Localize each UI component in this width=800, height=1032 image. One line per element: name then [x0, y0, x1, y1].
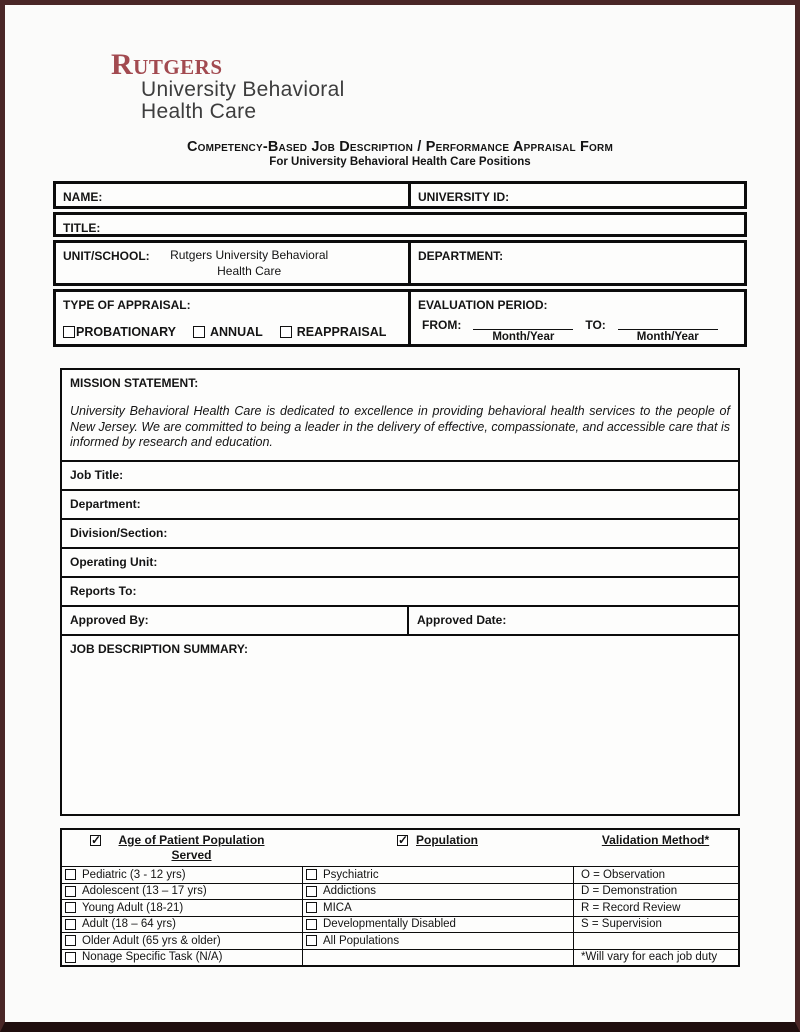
addictions-option[interactable]	[302, 884, 573, 900]
adult-label: Adult (18 – 64 yrs)	[82, 918, 176, 931]
population-header-checkbox[interactable]	[397, 835, 408, 846]
probationary-label: PROBATIONARY	[76, 325, 176, 339]
job-description-summary-field[interactable]	[62, 634, 738, 814]
demonstration-label: D = Demonstration	[581, 885, 678, 898]
from-month-year-label: Month/Year	[492, 331, 555, 343]
university-id-field[interactable]	[408, 184, 744, 206]
rutgers-logo	[111, 48, 795, 123]
adult-checkbox[interactable]	[65, 919, 76, 930]
department-label: DEPARTMENT:	[418, 249, 504, 263]
validation-supervision	[573, 917, 738, 933]
observation-label: O = Observation	[581, 868, 666, 881]
nonage-label: Nonage Specific Task (N/A)	[82, 951, 223, 964]
job-info-section	[60, 368, 740, 816]
adolescent-label: Adolescent (13 – 17 yrs)	[82, 885, 207, 898]
reports-to-label: Reports To:	[70, 584, 137, 598]
evaluation-period-range	[418, 317, 737, 343]
validation-header-label: Validation Method*	[601, 833, 710, 847]
department-label-2: Department:	[70, 497, 141, 511]
older-adult-label: Older Adult (65 yrs & older)	[82, 934, 221, 947]
form-subtitle: For University Behavioral Health Care Positions	[269, 156, 531, 168]
title-label: TITLE:	[63, 221, 101, 235]
supervision-label: S = Supervision	[581, 918, 662, 931]
validation-record-review	[573, 900, 738, 916]
mission-statement-label: MISSION STATEMENT:	[70, 376, 199, 390]
to-month-year-label: Month/Year	[636, 331, 699, 343]
psychiatric-option[interactable]	[302, 867, 573, 883]
age-header-checkbox[interactable]	[90, 835, 101, 846]
table-row	[62, 883, 738, 900]
reappraisal-checkbox[interactable]	[280, 326, 292, 338]
annual-option[interactable]	[193, 325, 263, 339]
mission-statement-text: University Behavioral Health Care is dedicated to excellence in providing behavioral health services to the people of New Jersey. We are committed to being a leader in the delivery of effective, compassionate, and accessible care that is informed by research and education.	[70, 404, 730, 449]
adult-option[interactable]	[62, 917, 302, 933]
unit-school-label: UNIT/SCHOOL:	[63, 249, 150, 263]
name-field[interactable]	[56, 184, 408, 206]
department-field-2[interactable]	[62, 489, 738, 518]
all-populations-option[interactable]	[302, 933, 573, 949]
pediatric-label: Pediatric (3 - 12 yrs)	[82, 868, 186, 881]
table-row	[62, 949, 738, 966]
department-field[interactable]	[408, 243, 744, 283]
org-name	[141, 79, 795, 123]
unit-school-field[interactable]	[56, 243, 408, 283]
pediatric-option[interactable]	[62, 867, 302, 883]
developmentally-disabled-checkbox[interactable]	[306, 919, 317, 930]
population-validation-table	[60, 828, 740, 967]
to-date-input-line[interactable]	[618, 317, 718, 330]
identity-section	[53, 181, 747, 347]
reappraisal-option[interactable]	[280, 325, 387, 339]
validation-observation	[573, 867, 738, 883]
nonage-option[interactable]	[62, 950, 302, 966]
approved-date-field[interactable]	[407, 607, 738, 634]
evaluation-period-cell	[408, 292, 744, 344]
age-header-label: Age of Patient Population Served	[118, 833, 265, 862]
population-column-header	[302, 830, 573, 866]
unit-school-value: Rutgers University Behavioral Health Care	[170, 248, 329, 278]
job-title-field[interactable]	[62, 460, 738, 489]
record-review-label: R = Record Review	[581, 901, 681, 914]
pediatric-checkbox[interactable]	[65, 869, 76, 880]
young-adult-label: Young Adult (18-21)	[82, 901, 184, 914]
name-label: NAME:	[63, 190, 103, 204]
older-adult-option[interactable]	[62, 933, 302, 949]
population-empty-cell	[302, 950, 573, 966]
appraisal-options	[63, 325, 401, 339]
approved-by-field[interactable]	[62, 607, 407, 634]
psychiatric-checkbox[interactable]	[306, 869, 317, 880]
reports-to-field[interactable]	[62, 576, 738, 605]
probationary-option[interactable]	[63, 325, 176, 339]
evaluation-period-label: EVALUATION PERIOD:	[418, 298, 548, 312]
population-header-label: Population	[416, 833, 478, 847]
all-populations-label: All Populations	[323, 934, 400, 947]
validation-demonstration	[573, 884, 738, 900]
type-of-appraisal-label: TYPE OF APPRAISAL:	[63, 298, 191, 312]
mica-checkbox[interactable]	[306, 902, 317, 913]
org-name-line1: University Behavioral	[141, 78, 345, 101]
form-title: Competency-Based Job Description / Performance Appraisal Form	[187, 139, 613, 155]
population-table-header	[62, 830, 738, 866]
table-row	[62, 899, 738, 916]
validation-empty	[573, 933, 738, 949]
job-description-summary-label: JOB DESCRIPTION SUMMARY:	[70, 642, 249, 656]
approved-date-label: Approved Date:	[417, 613, 507, 627]
young-adult-option[interactable]	[62, 900, 302, 916]
validation-footnote	[573, 950, 738, 966]
rutgers-wordmark: Rutgers	[111, 48, 223, 81]
from-date-input-line[interactable]	[473, 317, 573, 330]
division-section-label: Division/Section:	[70, 526, 168, 540]
appraisal-evaluation-row	[53, 289, 747, 347]
unit-department-row	[53, 240, 747, 286]
table-row	[62, 916, 738, 933]
probationary-checkbox[interactable]	[63, 326, 75, 338]
reappraisal-label: REAPPRAISAL	[296, 325, 387, 339]
type-of-appraisal-cell	[56, 292, 408, 344]
university-id-label: UNIVERSITY ID:	[418, 190, 510, 204]
developmentally-disabled-option[interactable]	[302, 917, 573, 933]
table-row	[62, 866, 738, 883]
title-row	[53, 212, 747, 237]
operating-unit-field[interactable]	[62, 547, 738, 576]
table-row	[62, 932, 738, 949]
title-field[interactable]	[56, 215, 744, 234]
adolescent-option[interactable]	[62, 884, 302, 900]
org-name-line2: Health Care	[141, 100, 257, 123]
operating-unit-label: Operating Unit:	[70, 555, 158, 569]
nonage-checkbox[interactable]	[65, 952, 76, 963]
older-adult-checkbox[interactable]	[65, 935, 76, 946]
psychiatric-label: Psychiatric	[323, 868, 379, 881]
validation-footnote-label: *Will vary for each job duty	[581, 951, 718, 964]
mica-label: MICA	[323, 901, 352, 914]
name-row	[53, 181, 747, 209]
from-label: FROM:	[422, 318, 462, 332]
all-populations-checkbox[interactable]	[306, 935, 317, 946]
division-section-field[interactable]	[62, 518, 738, 547]
adolescent-checkbox[interactable]	[65, 886, 76, 897]
addictions-checkbox[interactable]	[306, 886, 317, 897]
to-label: TO:	[585, 318, 606, 332]
annual-label: ANNUAL	[210, 325, 263, 339]
annual-checkbox[interactable]	[193, 326, 205, 338]
mica-option[interactable]	[302, 900, 573, 916]
addictions-label: Addictions	[323, 885, 377, 898]
approval-row	[62, 605, 738, 634]
job-title-label: Job Title:	[70, 468, 124, 482]
approved-by-label: Approved By:	[70, 613, 149, 627]
mission-statement-cell	[62, 370, 738, 460]
young-adult-checkbox[interactable]	[65, 902, 76, 913]
validation-column-header	[573, 830, 738, 866]
developmentally-disabled-label: Developmentally Disabled	[323, 918, 456, 931]
age-column-header	[62, 830, 302, 866]
